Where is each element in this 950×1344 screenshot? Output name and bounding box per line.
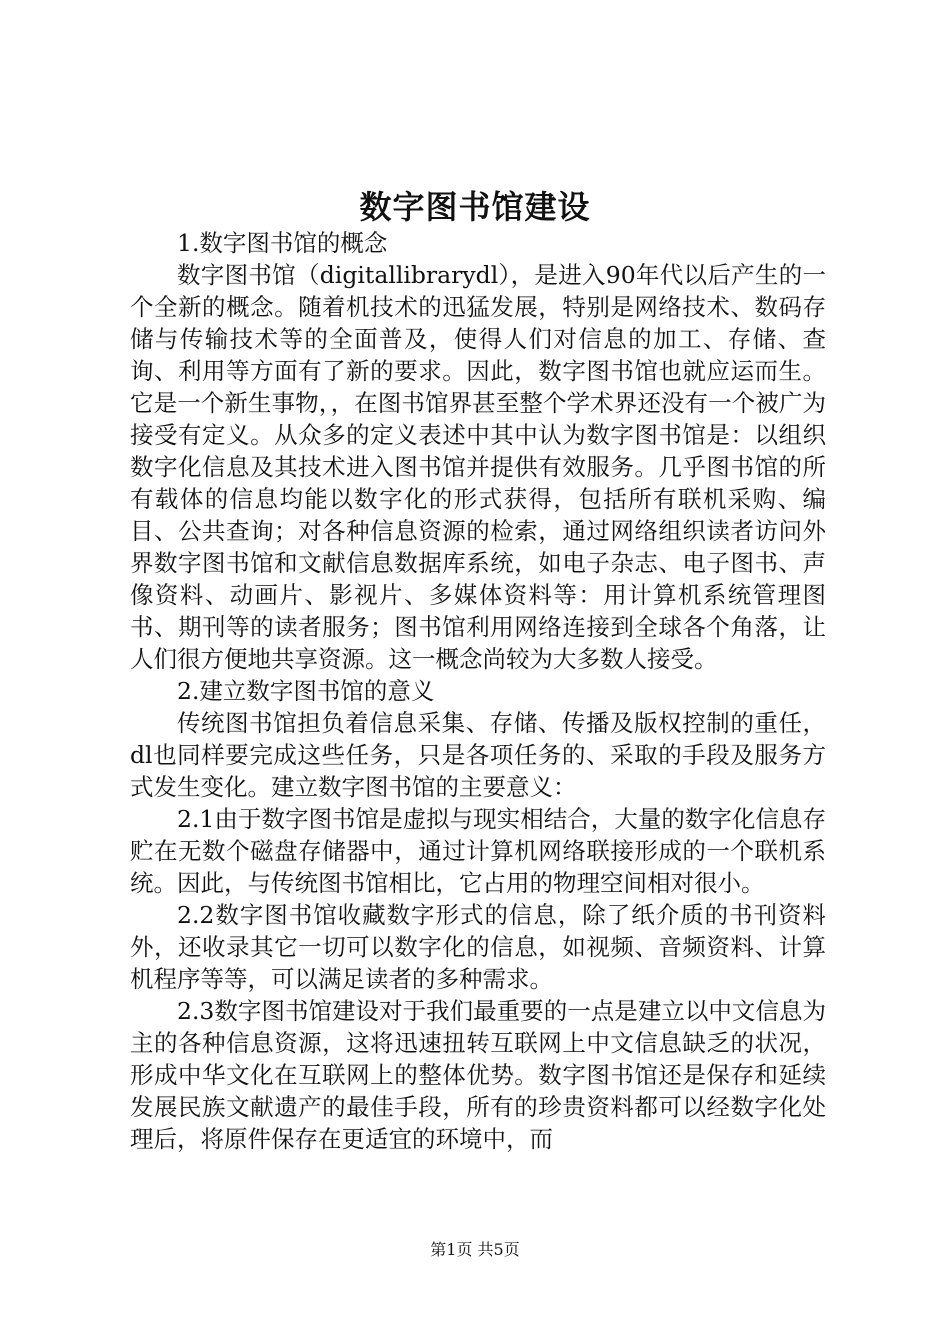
section-heading-1: 1.数字图书馆的概念 (177, 229, 388, 257)
paragraph-2-3: 2.3数字图书馆建设对于我们最重要的一点是建立以中文信息为主的各种信息资源，这将迅速扭转互联网上中文信息缺乏的状况，形成中华文化在互联网上的整体优势。数字图书馆还是保存和延续发展民族文献遗产的最佳手段，所有的珍贵资料都可以经数字化处理后，将原件保存在更适宜的环境中，而 (130, 997, 826, 1153)
page-footer: 第1页 共5页 (430, 1240, 520, 1259)
paragraph-significance-intro: 传统图书馆担负着信息采集、存储、传播及版权控制的重任，dl也同样要完成这些任务，只是各项任务的、采取的手段及服务方式发生变化。建立数字图书馆的主要意义： (130, 709, 826, 801)
paragraph-2-2: 2.2数字图书馆收藏数字形式的信息，除了纸介质的书刊资料外，还收录其它一切可以数字化的信息，如视频、音频资料、计算机程序等等，可以满足读者的多种需求。 (130, 901, 826, 993)
document-title: 数字图书馆建设 (359, 188, 591, 226)
section-heading-2: 2.建立数字图书馆的意义 (177, 677, 435, 705)
paragraph-concept: 数字图书馆（digitallibrarydl），是进入90年代以后产生的一个全新的概念。随着机技术的迅猛发展，特别是网络技术、数码存储与传输技术等的全面普及，使得人们对信息的加工、存储、查询、利用等方面有了新的要求。因此，数字图书馆也就应运而生。它是一个新生事物，，在图书馆界甚至整个学术界还没有一个被广为接受有定义。从众多的定义表述中其中认为数字图书馆是：以组织数字化信息及其技术进入图书馆并提供有效服务。几乎图书馆的所有载体的信息均能以数字化的形式获得，包括所有联机采购、编目、公共查询；对各种信息资源的检索，通过网络组织读者访问外界数字图书馆和文献信息数据库系统，如电子杂志、电子图书、声像资料、动画片、影视片、多媒体资料等：用计算机系统管理图书、期刊等的读者服务；图书馆利用网络连接到全球各个角落，让人们很方便地共享资源。这一概念尚较为大多数人接受。 (130, 261, 826, 673)
paragraph-2-1: 2.1由于数字图书馆是虚拟与现实相结合，大量的数字化信息存贮在无数个磁盘存储器中，通过计算机网络联接形成的一个联机系统。因此，与传统图书馆相比，它占用的物理空间相对很小。 (130, 805, 826, 897)
document-body (130, 227, 826, 1155)
